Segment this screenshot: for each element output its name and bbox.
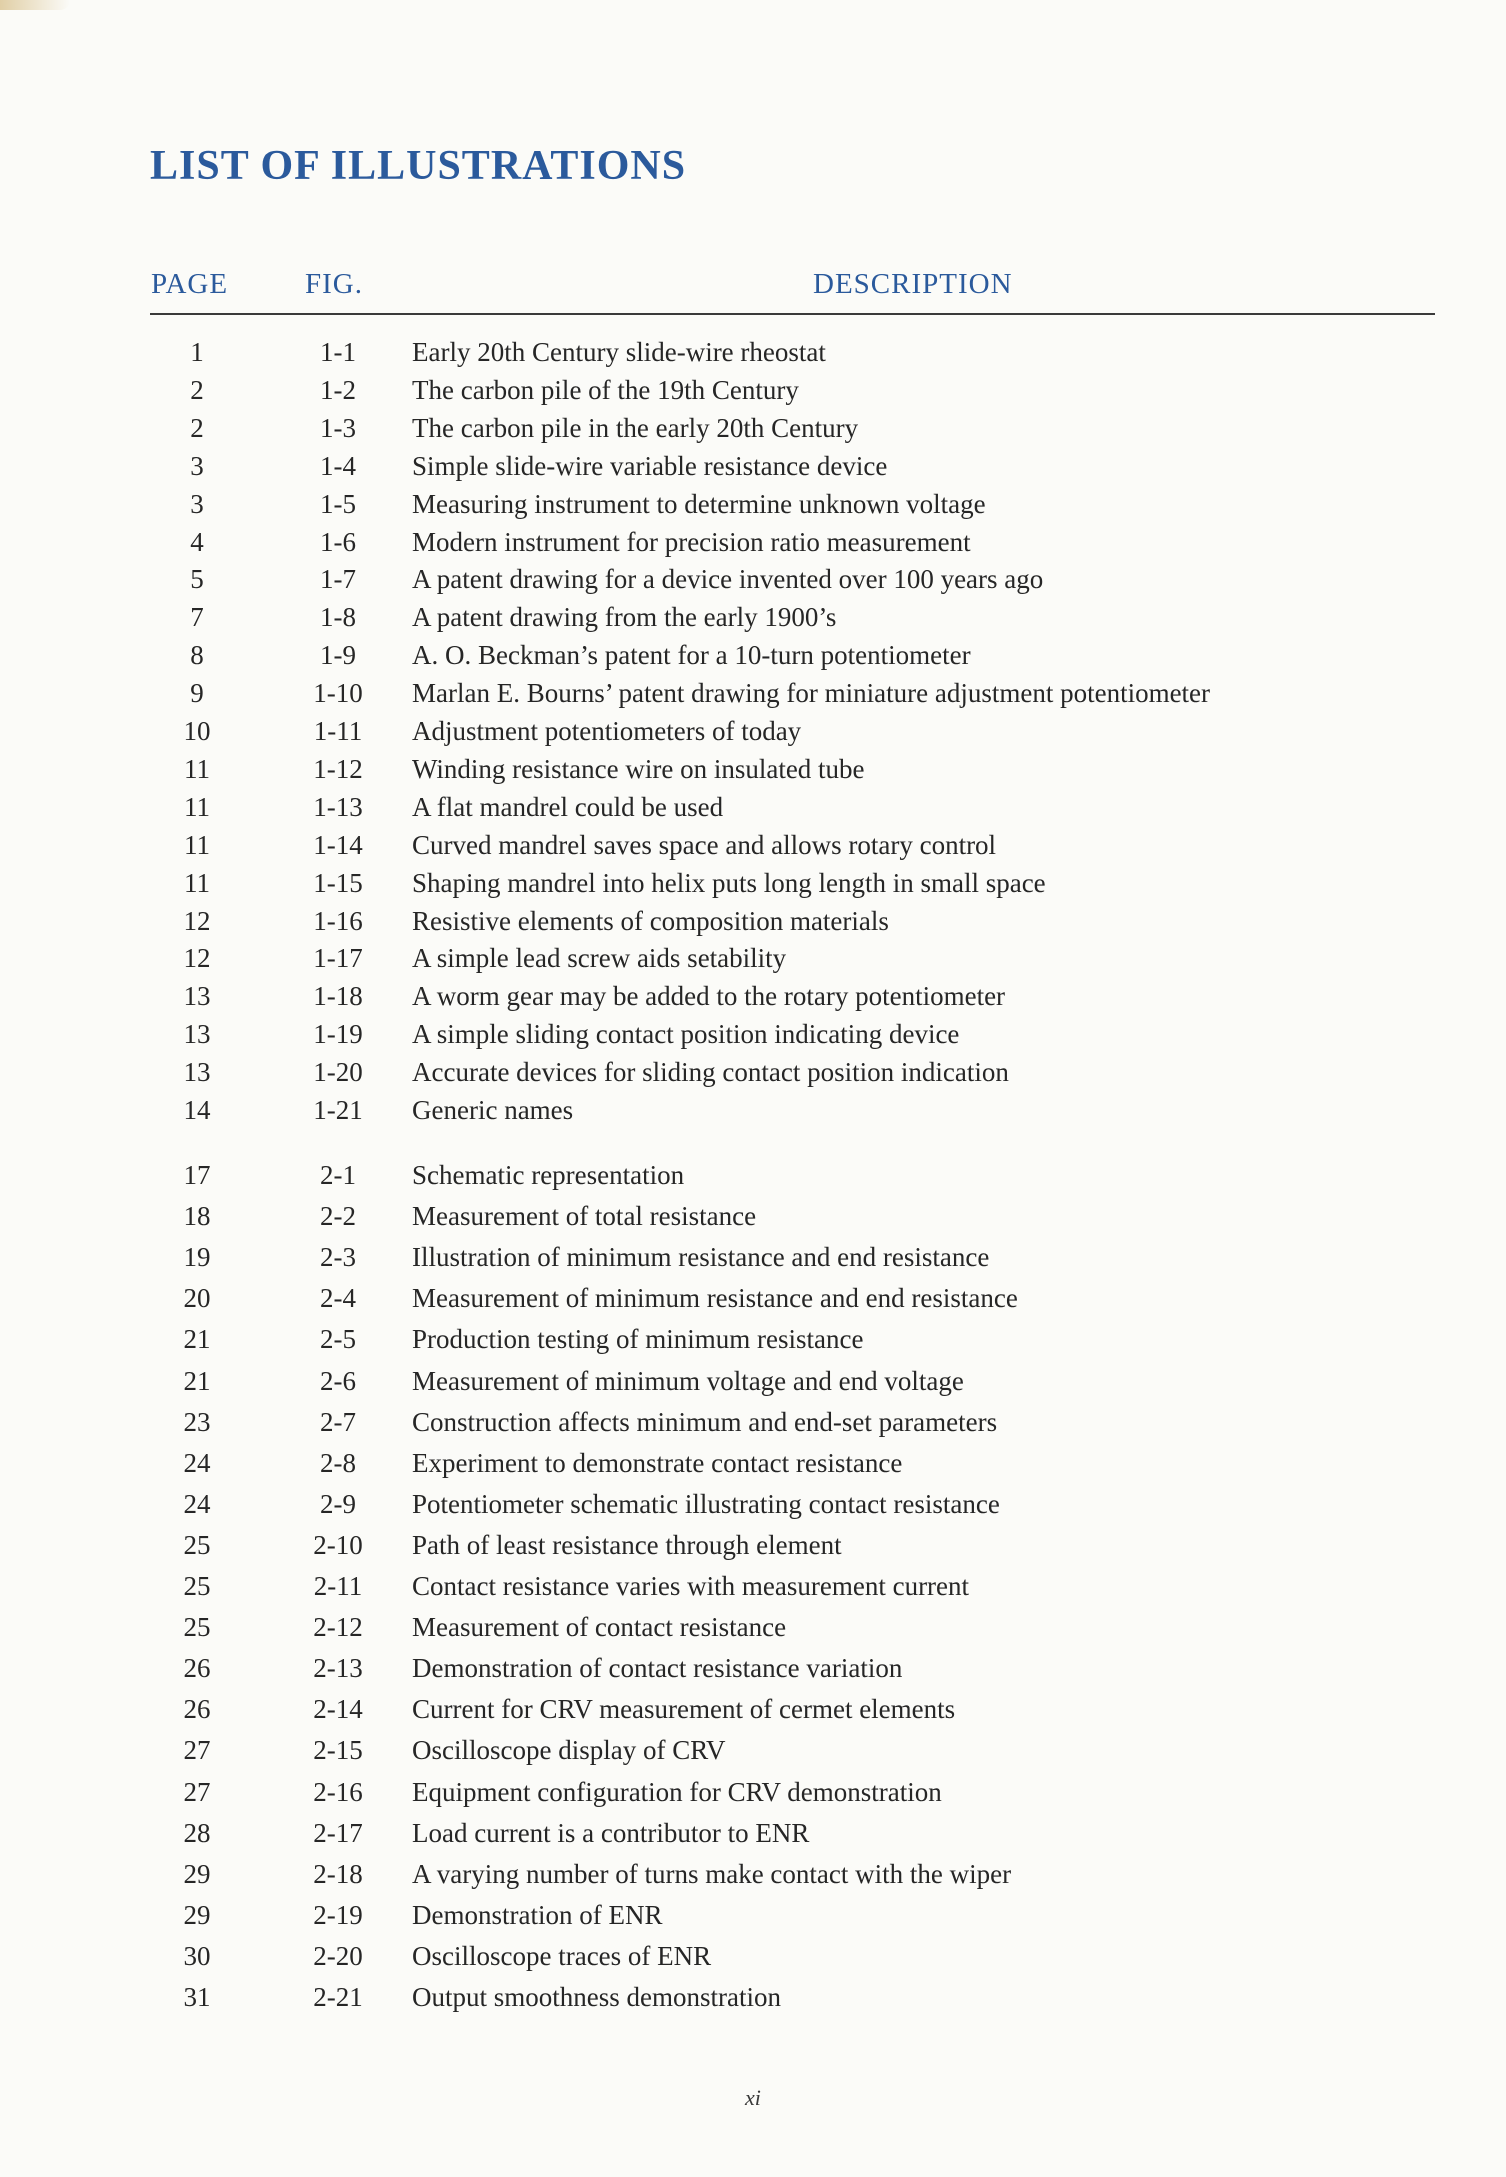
entry-page: 24 [183,1447,211,1478]
entry-description: Generic names [412,1095,574,1125]
entry-fig: 1-18 [313,981,363,1012]
entry-description: Modern instrument for precision ratio measurement [412,526,971,557]
entry-page: 2 [190,374,204,405]
list-item [0,1692,1506,1726]
entry-page: 1 [190,337,204,367]
list-item [0,411,1506,445]
entry-page: 25 [183,1529,211,1560]
entry-fig: 1-1 [320,337,356,367]
entry-page: 26 [183,1653,211,1684]
entry-page: 4 [190,526,204,557]
entry-page: 14 [183,1095,211,1125]
entry-fig: 2-4 [320,1283,356,1314]
entry-fig: 2-13 [313,1653,363,1684]
entry-description: Curved mandrel saves space and allows rotary control [412,829,997,860]
entry-fig: 1-19 [313,1019,363,1050]
entry-page: 17 [183,1160,211,1190]
list-item [0,1487,1506,1521]
entry-description: Production testing of minimum resistance [412,1324,864,1355]
list-item [0,600,1506,634]
entry-fig: 2-19 [313,1899,363,1930]
entry-fig: 1-15 [313,867,363,898]
list-item [0,487,1506,521]
entry-page: 13 [183,981,211,1012]
entry-page: 27 [183,1735,211,1766]
entry-description: Illustration of minimum resistance and end resistance [412,1242,990,1273]
list-item [0,1898,1506,1932]
entry-page: 25 [183,1612,211,1643]
entry-fig: 2-2 [320,1201,356,1232]
entry-fig: 2-15 [313,1735,363,1766]
list-item [0,714,1506,748]
entry-fig: 2-20 [313,1940,363,1971]
entry-description: Demonstration of contact resistance variation [412,1653,903,1684]
list-item [0,676,1506,710]
entry-fig: 1-21 [313,1095,363,1125]
entry-description: Accurate devices for sliding contact position indication [412,1057,1009,1088]
list-item [0,752,1506,786]
entry-fig: 1-12 [313,753,363,784]
list-item [0,1980,1506,2014]
entry-fig: 1-13 [313,791,363,822]
entry-fig: 2-17 [313,1817,363,1848]
entry-fig: 1-3 [320,412,356,443]
entry-fig: 1-8 [320,602,356,633]
list-item [0,1446,1506,1480]
entry-fig: 1-10 [313,678,363,709]
entry-page: 8 [190,640,204,671]
list-item [0,1651,1506,1685]
list-item [0,1939,1506,1973]
entry-page: 3 [190,450,204,481]
entry-page: 13 [183,1019,211,1050]
list-item [0,1055,1506,1089]
entry-fig: 1-17 [313,943,363,974]
entry-page: 11 [184,791,210,822]
entry-fig: 2-1 [320,1160,356,1190]
entry-page: 20 [183,1283,211,1314]
entry-page: 25 [183,1571,211,1601]
list-item [0,1569,1506,1603]
list-item [0,979,1506,1013]
list-item [0,1281,1506,1315]
entry-fig: 2-5 [320,1324,356,1355]
entry-fig: 2-11 [313,1571,363,1601]
entry-fig: 2-7 [320,1406,356,1437]
entry-description: The carbon pile in the early 20th Century [412,412,859,443]
list-item [0,1857,1506,1891]
entry-page: 24 [183,1488,211,1519]
entry-fig: 1-5 [320,488,356,519]
entry-description: A worm gear may be added to the rotary potentiometer [412,981,1006,1012]
entry-description: Adjustment potentiometers of today [412,716,802,746]
entry-fig: 1-4 [320,450,356,481]
list-item [0,1093,1506,1127]
column-header-page: PAGE [151,268,229,300]
entry-description: Oscilloscope display of CRV [412,1735,726,1766]
entry-description: A. O. Beckman’s patent for a 10-turn potentiometer [412,640,971,671]
list-item [0,1364,1506,1398]
entry-fig: 2-8 [320,1447,356,1478]
entry-description: Marlan E. Bourns’ patent drawing for miniature adjustment potentiometer [412,678,1211,709]
column-header-description: DESCRIPTION [813,268,1013,300]
entry-description: A varying number of turns make contact with the wiper [412,1858,1012,1889]
list-item [0,1240,1506,1274]
entry-description: Construction affects minimum and end-set parameters [412,1406,998,1437]
entry-page: 23 [183,1406,211,1437]
list-item [0,1405,1506,1439]
header-rule [150,313,1435,315]
list-item [0,373,1506,407]
entry-page: 10 [183,716,211,746]
entry-page: 7 [190,602,204,633]
list-item [0,828,1506,862]
entry-fig: 1-2 [320,374,356,405]
entry-page: 9 [190,678,204,709]
entry-description: Simple slide-wire variable resistance device [412,450,888,481]
entry-fig: 2-14 [313,1694,363,1725]
entry-description: Measurement of total resistance [412,1201,757,1232]
entry-description: A patent drawing from the early 1900’s [412,602,837,633]
entry-fig: 1-20 [313,1057,363,1088]
list-item [0,1158,1506,1192]
list-item [0,1775,1506,1809]
entry-description: Early 20th Century slide-wire rheostat [412,337,826,367]
entry-page: 18 [183,1201,211,1232]
entry-description: A simple lead screw aids setability [412,943,787,974]
entry-description: Contact resistance varies with measurement current [412,1571,970,1601]
entry-fig: 2-10 [313,1529,363,1560]
entry-page: 13 [183,1057,211,1088]
list-item [0,1322,1506,1356]
entry-fig: 2-21 [313,1982,363,2012]
list-item [0,562,1506,596]
entry-page: 12 [183,943,211,974]
entry-fig: 2-9 [320,1488,356,1519]
list-item [0,525,1506,559]
entry-description: Path of least resistance through element [412,1529,842,1560]
list-item [0,1017,1506,1051]
entry-description: Measurement of minimum resistance and end resistance [412,1283,1018,1314]
entry-fig: 2-12 [313,1612,363,1643]
entry-page: 29 [183,1858,211,1889]
entry-description: Schematic representation [412,1160,685,1190]
list-item [0,1610,1506,1644]
entry-description: Measurement of contact resistance [412,1612,787,1643]
entry-page: 28 [183,1817,211,1848]
list-item [0,1528,1506,1562]
entry-page: 30 [183,1940,211,1971]
entry-description: A simple sliding contact position indicating device [412,1019,960,1050]
entry-page: 11 [184,753,210,784]
page-title: LIST OF ILLUSTRATIONS [150,143,687,189]
entry-page: 12 [183,905,211,936]
list-item [0,1816,1506,1850]
entry-description: A flat mandrel could be used [412,791,724,822]
entry-fig: 1-7 [320,564,356,595]
list-item [0,638,1506,672]
entry-page: 5 [190,564,204,595]
entry-page: 19 [183,1242,211,1273]
entry-description: Load current is a contributor to ENR [412,1817,810,1848]
list-item [0,335,1506,369]
list-item [0,790,1506,824]
entry-fig: 1-9 [320,640,356,671]
entry-page: 21 [183,1365,211,1396]
entry-fig: 2-16 [313,1776,363,1807]
entry-fig: 1-16 [313,905,363,936]
list-item [0,1199,1506,1233]
entry-page: 3 [190,488,204,519]
entry-page: 11 [184,867,210,898]
entry-fig: 2-6 [320,1365,356,1396]
entry-page: 31 [183,1982,211,2012]
list-item [0,866,1506,900]
entry-description: Output smoothness demonstration [412,1982,781,2012]
column-header-fig: FIG. [305,268,363,300]
entry-fig: 2-18 [313,1858,363,1889]
list-item [0,904,1506,938]
entry-description: Winding resistance wire on insulated tube [412,753,865,784]
entry-description: Equipment configuration for CRV demonstration [412,1776,942,1807]
list-item [0,941,1506,975]
entry-page: 2 [190,412,204,443]
entry-description: Shaping mandrel into helix puts long length in small space [412,867,1046,898]
entry-fig: 1-6 [320,526,356,557]
entry-description: Demonstration of ENR [412,1899,663,1930]
entry-page: 26 [183,1694,211,1725]
list-item [0,1733,1506,1767]
entry-page: 29 [183,1899,211,1930]
page-corner-mark [0,0,70,10]
entry-fig: 2-3 [320,1242,356,1273]
entry-page: 27 [183,1776,211,1807]
entry-description: Experiment to demonstrate contact resistance [412,1447,903,1478]
entry-description: Current for CRV measurement of cermet elements [412,1694,956,1725]
list-item [0,449,1506,483]
entry-description: Oscilloscope traces of ENR [412,1940,712,1971]
entry-description: A patent drawing for a device invented over 100 years ago [412,564,1044,595]
entry-page: 11 [184,829,210,860]
entry-description: Measurement of minimum voltage and end voltage [412,1365,964,1396]
entry-fig: 1-11 [313,716,363,746]
entry-description: Resistive elements of composition materials [412,905,889,936]
page-folio: xi [745,2085,761,2110]
entry-description: The carbon pile of the 19th Century [412,374,799,405]
entry-description: Measuring instrument to determine unknown voltage [412,488,986,519]
entry-description: Potentiometer schematic illustrating contact resistance [412,1488,1000,1519]
entry-page: 21 [183,1324,211,1355]
entry-fig: 1-14 [313,829,363,860]
